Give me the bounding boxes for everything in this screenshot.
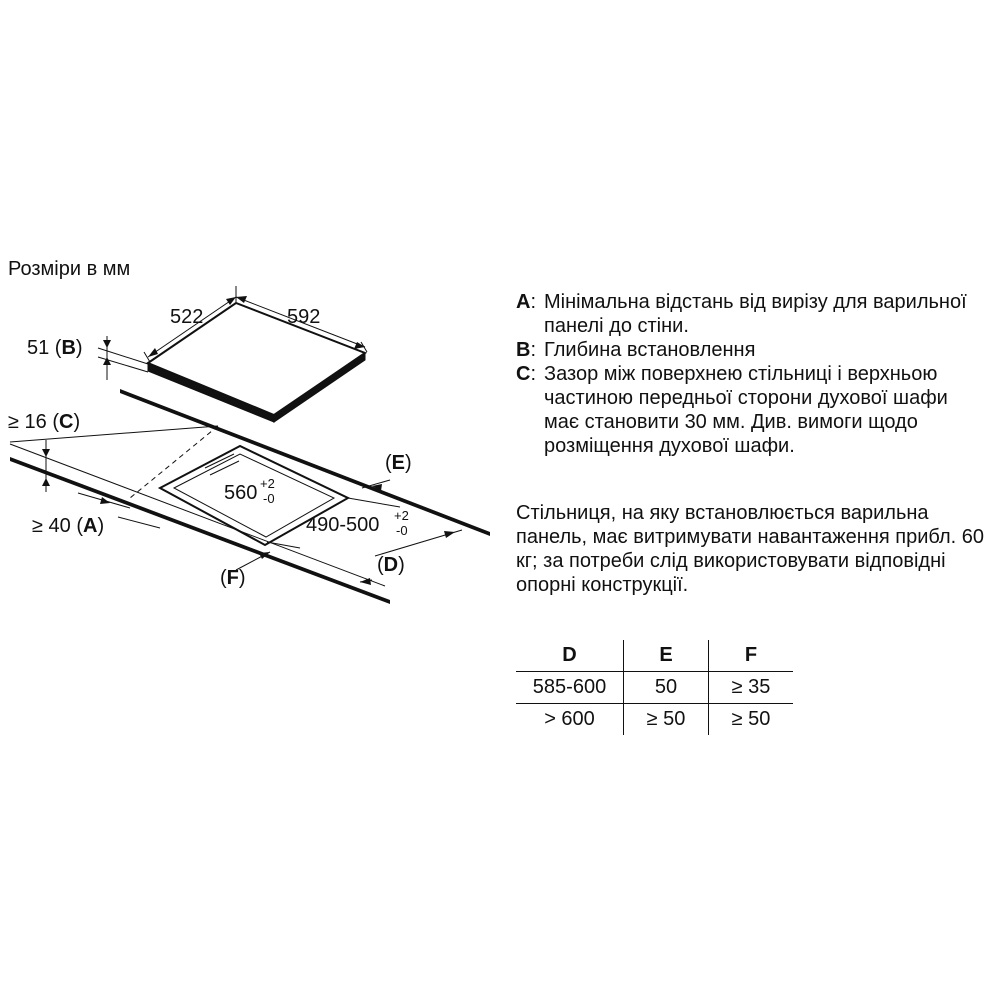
legend-key-a: A [516,291,531,313]
dimensions-title: Розміри в мм [8,258,131,280]
legend-item-c: C : Зазор між поверхнею стільниці і верхньою частиною передньої сторони духової шафи має становити 30 мм. Див. вимоги щодо розміщення духової шафи. [516,362,986,458]
cutout-width-tol-minus: -0 [263,491,275,506]
arrow-592-start [236,296,247,303]
label-51-b: 51 (B) [27,337,83,359]
clearance-table [516,640,793,735]
table-cell: ≥ 50 [624,704,709,736]
legend-text-b: Глибина встановлення [544,339,756,361]
table-header-row [516,640,793,672]
cutout-width-label: 560 [224,482,258,504]
legend [516,290,986,458]
load-note: Стільниця, на яку встановлюється варильна панель, має витримувати навантаження прибл. 60 кг; за потреби слід використовувати відповідні опорні конструкції. [516,502,984,596]
arrow-16-bottom [42,478,50,486]
legend-key-c: C [516,363,531,385]
key-f: F [226,567,239,589]
label-592: 592 [287,306,321,328]
table-cell: ≥ 50 [709,704,794,736]
legend-item-b: B : Глибина встановлення [516,338,986,362]
dim-16-value: ≥ 16 [8,411,47,433]
arrow-d [444,531,455,538]
label-40-a: ≥ 40 (A) [32,515,105,537]
table-header-d: D [516,640,624,672]
key-d: D [383,554,399,576]
label-d: (D) [377,554,405,576]
label-522: 522 [170,306,204,328]
legend-text-c: Зазор між поверхнею стільниці і верхньою частиною передньої сторони духової шафи має становити 30 мм. Див. вимоги щодо розміщення духової шафи. [544,363,948,457]
key-a: A [83,515,98,537]
label-16-c: ≥ 16 (C) [8,411,81,433]
legend-key-b: B [516,339,531,361]
label-e: (E) [385,452,412,474]
arrow-51-top [103,340,111,348]
worktop-dashed-line [130,426,218,498]
table-header-f: F [709,640,794,672]
cutout-width-tol-plus: +2 [260,476,275,491]
cutout-depth-tol-minus: -0 [396,523,408,538]
key-b: B [61,337,76,359]
dim-51-value: 51 [27,337,50,359]
dim-40-value: ≥ 40 [32,515,71,537]
table-cell: 585-600 [516,672,624,704]
worktop-back-edge [120,389,490,536]
label-f: (F) [220,567,246,589]
table-cell: ≥ 35 [709,672,794,704]
table-row [516,704,793,736]
legend-text-a: Мінімальна відстань від вирізу для варильної панелі до стіни. [544,291,967,337]
arrow-522-start [148,348,158,357]
table-row [516,672,793,704]
table-header-e: E [624,640,709,672]
legend-item-a: A : Мінімальна відстань від вирізу для варильної панелі до стіни. [516,290,986,338]
key-c: C [59,411,74,433]
table-cell: > 600 [544,708,595,730]
cutout-depth-tol-plus: +2 [394,508,409,523]
table-cell: 50 [624,672,709,704]
arrow-16-top [42,449,50,457]
key-e: E [391,452,406,474]
cutout-depth-label: 490-500 [306,514,380,536]
